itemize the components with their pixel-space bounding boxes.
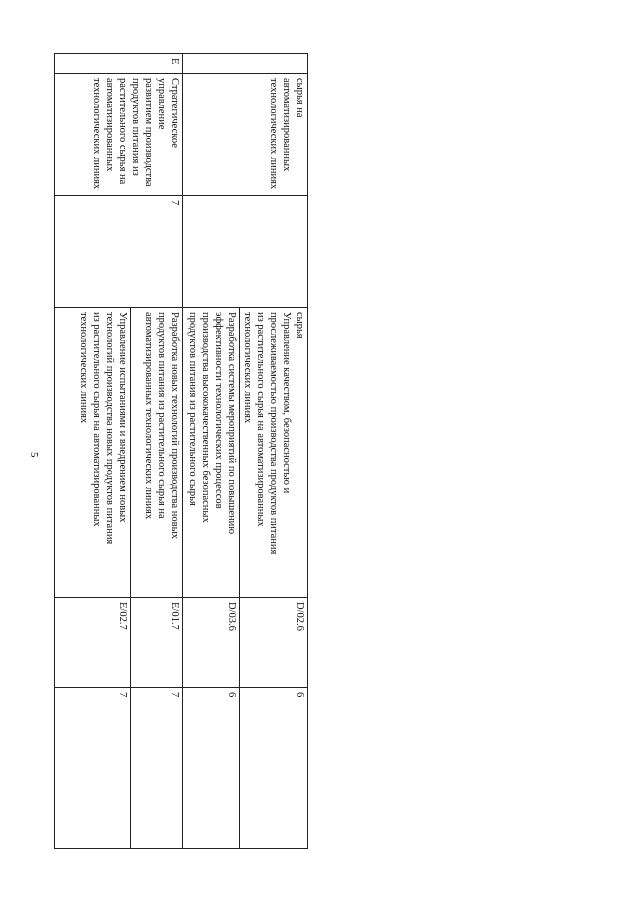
group-name-cell: сырья на автоматизированных технологических линиях <box>183 74 308 196</box>
functions-table <box>54 53 308 849</box>
function-level-cell: 6 <box>183 688 240 849</box>
function-code-cell: E/01.7 <box>131 598 183 688</box>
function-code-cell: E/02.7 <box>55 598 131 688</box>
function-level-cell: 7 <box>131 688 183 849</box>
function-level-cell: 6 <box>240 688 308 849</box>
group-level-cell <box>183 196 308 308</box>
group-code-cell <box>183 54 308 74</box>
page-number: 5 <box>28 452 40 458</box>
function-name-cell: Разработка новых технологий производства новых продуктов питания из растительного сырья на автоматизированных технологических линиях <box>131 308 183 598</box>
function-code-cell: D/03.6 <box>183 598 240 688</box>
group-code-cell: Е <box>55 54 183 74</box>
table-row <box>240 54 308 849</box>
group-level-cell: 7 <box>55 196 183 308</box>
group-name-cell: Стратегическое управление развитием производства продуктов питания из растительного сырья на автоматизированных технологических линиях <box>55 74 183 196</box>
functions-table-rotated <box>63 53 308 848</box>
table-row <box>131 54 183 849</box>
function-level-cell: 7 <box>55 688 131 849</box>
function-name-cell: Управление испытаниями и внедрением новых технологий производства новых продуктов питания из растительного сырья на автоматизированных технологических линиях <box>55 308 131 598</box>
function-code-cell: D/02.6 <box>240 598 308 688</box>
function-name-cell: сырья Управление качеством, безопасностью и прослеживаемостью производства продуктов питания из растительного сырья на автоматизированных технологических линиях <box>240 308 308 598</box>
function-name-cell: Разработка системы мероприятий по повышению эффективности технологических процессов производства высококачественных безопасных продуктов питания из растительного сырья <box>183 308 240 598</box>
